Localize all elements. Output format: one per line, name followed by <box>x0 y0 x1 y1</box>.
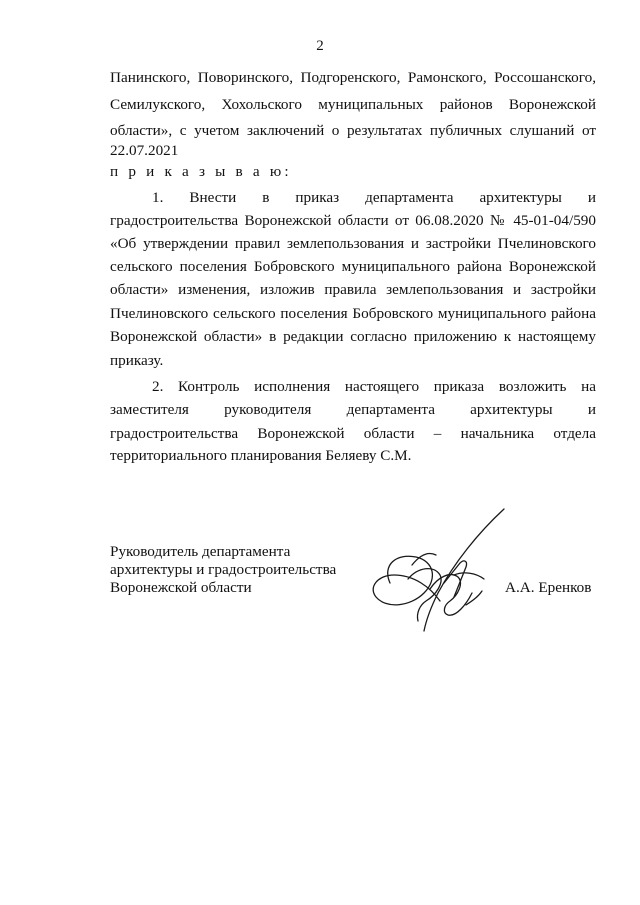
position-line-3: Воронежской области <box>110 579 252 596</box>
position-line-1: Руководитель департамента <box>110 543 291 560</box>
intro-line-4: 22.07.2021 <box>110 142 179 159</box>
intro-line-1: Панинского, Поворинского, Подгоренского, Рамонского, Россошанского, <box>110 69 596 86</box>
item1-line-4: сельского поселения Бобровского муниципального района Воронежской <box>110 258 596 275</box>
page-number: 2 <box>316 38 324 54</box>
item2-line-3: градостроительства Воронежской области – начальника отдела <box>110 425 596 442</box>
item1-line-8: приказу. <box>110 352 164 369</box>
signatory-position <box>110 543 336 597</box>
item2-line-2: заместителя руководителя департамента архитектуры и <box>110 401 596 418</box>
handwritten-signature <box>368 505 508 635</box>
order-word: п р и к а з ы в а ю: <box>110 163 292 180</box>
item1-line-3: «Об утверждении правил землепользования и застройки Пчелиновского <box>110 235 596 252</box>
item1-line-1: 1. Внести в приказ департамента архитектуры и <box>152 189 596 206</box>
item2-line-1: 2. Контроль исполнения настоящего приказа возложить на <box>152 378 596 395</box>
signer-name: А.А. Еренков <box>505 579 592 596</box>
item2-line-4: территориального планирования Беляеву С.М. <box>110 447 412 464</box>
item1-line-6: Пчелиновского сельского поселения Бобровского муниципального района <box>110 305 596 322</box>
item1-line-5: области» изменения, изложив правила землепользования и застройки <box>110 281 596 298</box>
item1-line-7: Воронежской области» в редакции согласно приложению к настоящему <box>110 328 596 345</box>
position-line-2: архитектуры и градостроительства <box>110 561 337 578</box>
intro-line-3: области», с учетом заключений о результатах публичных слушаний от <box>110 122 596 139</box>
intro-line-2: Семилукского, Хохольского муниципальных районов Воронежской <box>110 96 596 113</box>
item1-line-2: градостроительства Воронежской области от 06.08.2020 № 45-01-04/590 <box>110 212 596 229</box>
